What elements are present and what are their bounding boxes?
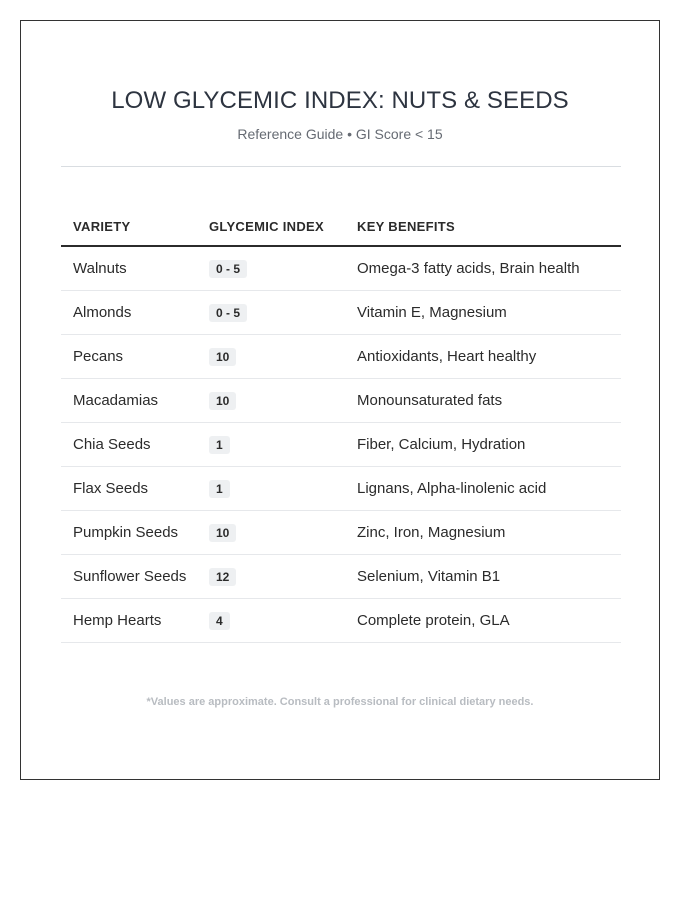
variety-cell: Walnuts bbox=[73, 260, 127, 277]
table-row bbox=[61, 291, 621, 335]
glycemic-index-cell bbox=[209, 392, 357, 410]
column-header-variety: VARIETY bbox=[73, 218, 131, 234]
table-row bbox=[61, 467, 621, 511]
gi-badge: 10 bbox=[209, 348, 236, 366]
gi-badge: 10 bbox=[209, 392, 236, 410]
benefits-cell: Monounsaturated fats bbox=[357, 392, 503, 409]
variety-cell: Pumpkin Seeds bbox=[73, 524, 179, 541]
benefits-cell: Lignans, Alpha-linolenic acid bbox=[357, 480, 547, 497]
table-row bbox=[61, 423, 621, 467]
variety-cell: Pecans bbox=[73, 348, 124, 365]
variety-cell: Flax Seeds bbox=[73, 480, 149, 497]
gi-badge: 10 bbox=[209, 524, 236, 542]
gi-table bbox=[61, 207, 621, 643]
glycemic-index-cell bbox=[209, 436, 357, 454]
glycemic-index-cell bbox=[209, 260, 357, 278]
gi-badge: 1 bbox=[209, 480, 230, 498]
glycemic-index-cell bbox=[209, 612, 357, 630]
benefits-cell: Omega-3 fatty acids, Brain health bbox=[357, 260, 580, 277]
table-row bbox=[61, 599, 621, 643]
glycemic-index-cell bbox=[209, 524, 357, 542]
benefits-cell: Zinc, Iron, Magnesium bbox=[357, 524, 506, 541]
gi-badge: 1 bbox=[209, 436, 230, 454]
variety-cell: Macadamias bbox=[73, 392, 159, 409]
table-row bbox=[61, 379, 621, 423]
benefits-cell: Complete protein, GLA bbox=[357, 612, 510, 629]
table-row bbox=[61, 247, 621, 291]
gi-badge: 0 - 5 bbox=[209, 260, 247, 278]
benefits-cell: Antioxidants, Heart healthy bbox=[357, 348, 537, 365]
gi-badge: 0 - 5 bbox=[209, 304, 247, 322]
glycemic-index-cell bbox=[209, 568, 357, 586]
column-header-key-benefits: KEY BENEFITS bbox=[357, 218, 455, 234]
header-divider bbox=[61, 166, 621, 167]
benefits-cell: Vitamin E, Magnesium bbox=[357, 304, 507, 321]
gi-badge: 12 bbox=[209, 568, 236, 586]
table-header bbox=[61, 207, 621, 247]
glycemic-index-cell bbox=[209, 480, 357, 498]
footnote: *Values are approximate. Consult a professional for clinical dietary needs. bbox=[146, 696, 534, 708]
benefits-cell: Fiber, Calcium, Hydration bbox=[357, 436, 526, 453]
glycemic-index-cell bbox=[209, 348, 357, 366]
gi-badge: 4 bbox=[209, 612, 230, 630]
table-row bbox=[61, 555, 621, 599]
table-row bbox=[61, 335, 621, 379]
variety-cell: Almonds bbox=[73, 304, 132, 321]
variety-cell: Chia Seeds bbox=[73, 436, 151, 453]
column-header-glycemic-index: GLYCEMIC INDEX bbox=[209, 218, 324, 234]
benefits-cell: Selenium, Vitamin B1 bbox=[357, 568, 501, 585]
table-row bbox=[61, 511, 621, 555]
page-subtitle: Reference Guide • GI Score < 15 bbox=[237, 126, 443, 142]
table-body bbox=[61, 247, 621, 643]
page-title: LOW GLYCEMIC INDEX: NUTS & SEEDS bbox=[111, 87, 569, 114]
glycemic-index-cell bbox=[209, 304, 357, 322]
variety-cell: Sunflower Seeds bbox=[73, 568, 187, 585]
variety-cell: Hemp Hearts bbox=[73, 612, 162, 629]
reference-card bbox=[20, 20, 660, 780]
